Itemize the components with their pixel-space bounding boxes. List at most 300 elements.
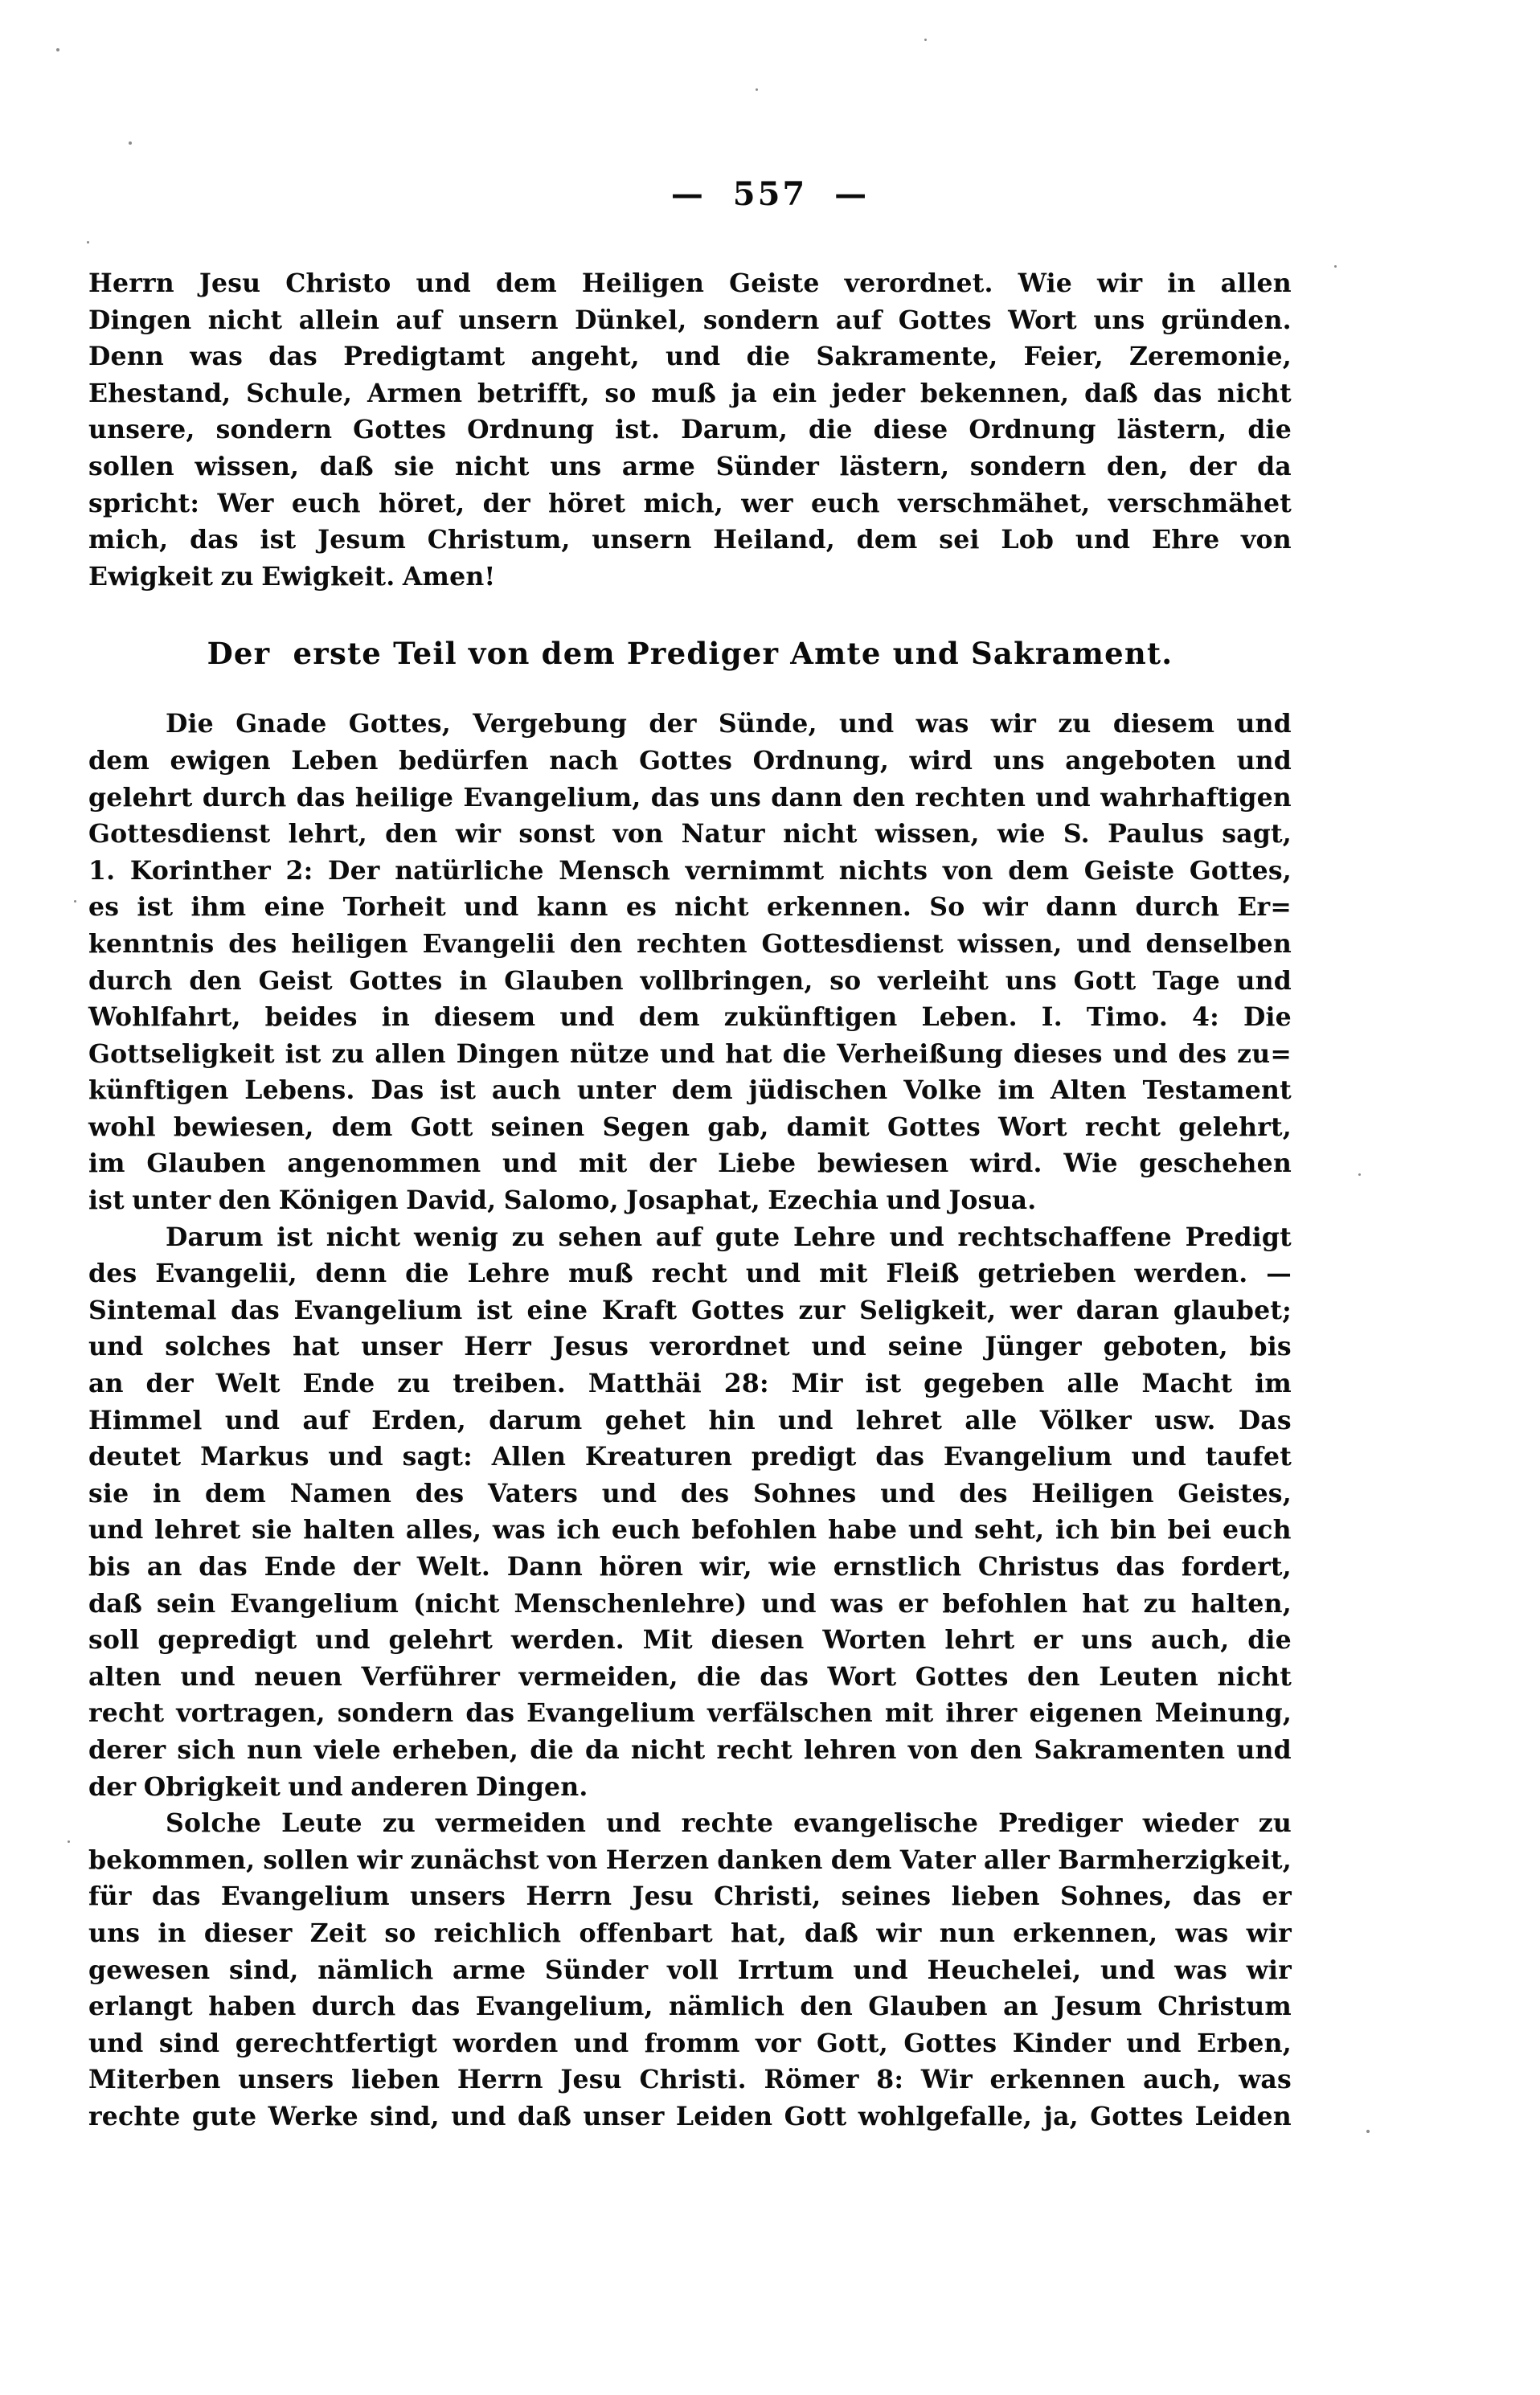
word: fromm — [644, 2028, 740, 2058]
text-line — [88, 1695, 1292, 1732]
word: Wir — [920, 2065, 973, 2095]
word: Ende — [264, 1552, 337, 1582]
word: wissen, — [874, 819, 980, 850]
word: sondern — [215, 415, 333, 445]
word: nicht — [1217, 1661, 1292, 1692]
word: des — [88, 1259, 137, 1289]
word: nicht — [207, 305, 283, 335]
text-line — [88, 1512, 1292, 1549]
text-line — [88, 1732, 1292, 1769]
word: den — [189, 965, 242, 996]
word: sagt, — [1222, 819, 1292, 850]
word: uns — [1081, 1625, 1133, 1656]
text-line — [88, 1255, 1292, 1292]
word: gute — [191, 2101, 257, 2131]
scan-speckle — [756, 88, 758, 91]
word: halten — [303, 1515, 395, 1545]
word: Sünde, — [718, 709, 817, 739]
word: angeht, — [530, 342, 640, 372]
word: Ewigkeit. — [261, 561, 395, 592]
word: zu= — [1237, 1038, 1292, 1069]
word: treiben. — [453, 1369, 566, 1399]
word: aller — [984, 1844, 1051, 1875]
word: lästern, — [839, 451, 950, 481]
word: Jünger — [985, 1332, 1082, 1362]
word: Darum — [166, 1222, 264, 1252]
word: Glauben — [868, 1992, 988, 2022]
word: unsern — [592, 525, 692, 555]
text-line — [88, 411, 1292, 448]
word: und — [886, 1185, 941, 1216]
word: Denn — [88, 342, 164, 372]
word: das — [650, 782, 700, 813]
word: nämlich — [317, 1955, 434, 1985]
word: Jesu — [632, 1881, 694, 1912]
section-heading — [88, 633, 1292, 673]
text-line — [88, 1402, 1292, 1439]
word: dem — [88, 745, 149, 776]
word: Paulus — [1108, 819, 1205, 850]
word: Mensch — [559, 855, 671, 886]
word: den — [385, 819, 438, 850]
word: Heiligen — [1031, 1478, 1154, 1509]
word: des — [415, 1478, 465, 1509]
word: beides — [264, 1002, 358, 1033]
word: und — [502, 1148, 558, 1179]
text-line — [88, 1072, 1292, 1109]
word: den — [569, 928, 623, 959]
word: ist — [88, 1185, 125, 1216]
word: Ende — [302, 1369, 375, 1399]
word: ja — [731, 378, 758, 408]
word: daß — [1084, 378, 1139, 408]
word: verordnet — [649, 1332, 790, 1362]
word: vernimmt — [685, 855, 825, 886]
word: das — [760, 1661, 809, 1692]
word: Himmel — [88, 1405, 203, 1435]
word: ernstlich — [833, 1552, 962, 1582]
word: das — [1153, 378, 1202, 408]
word: diese — [873, 415, 948, 445]
word: und — [838, 709, 895, 739]
word: wir — [990, 709, 1037, 739]
word: des — [959, 1478, 1008, 1509]
word: und — [853, 1955, 908, 1985]
word: Worten — [822, 1625, 927, 1656]
word: hat — [1082, 1588, 1129, 1619]
word: 8: — [876, 2065, 904, 2095]
word: Wort — [998, 1112, 1067, 1142]
word: gründen. — [1161, 305, 1292, 335]
word: höret — [548, 488, 626, 518]
word: den — [800, 1992, 853, 2022]
word: Jesus — [552, 1332, 629, 1362]
word: Leben — [291, 745, 379, 776]
word: die — [746, 342, 791, 372]
word: unser — [361, 1332, 443, 1362]
paragraph-solche-leute — [88, 1805, 1292, 2135]
word: auf — [302, 1405, 349, 1435]
word: Evangelium, — [475, 1992, 653, 2022]
word: Vater — [899, 1844, 976, 1875]
word: Der — [328, 855, 380, 886]
text-line — [88, 816, 1292, 853]
word: und — [908, 1515, 964, 1545]
word: Irrtum — [737, 1955, 834, 1985]
word: er — [1261, 1881, 1292, 1912]
word: I. — [1041, 1002, 1063, 1033]
word: voll — [667, 1955, 719, 1985]
word: verschmähet, — [898, 488, 1091, 518]
word: gepredigt — [158, 1625, 297, 1656]
word: wissen, — [957, 928, 1063, 959]
text-line — [88, 1292, 1292, 1329]
word: so — [829, 965, 862, 996]
word: und — [1131, 1442, 1186, 1472]
word: worden — [453, 2028, 559, 2058]
word: heilige — [354, 782, 454, 813]
word: arme — [621, 451, 696, 481]
word: des — [1178, 1038, 1227, 1069]
text-line — [88, 999, 1292, 1036]
word: muß — [651, 378, 717, 408]
text-line — [88, 1878, 1292, 1915]
word: und — [601, 1478, 657, 1509]
word: habe — [828, 1515, 898, 1545]
word: Werke — [268, 2101, 358, 2131]
word: dem — [331, 1112, 393, 1142]
word: das — [190, 525, 239, 555]
word: erlangt — [88, 1992, 193, 2022]
word: Predigt — [1185, 1222, 1292, 1252]
word: an — [88, 1369, 124, 1399]
word: Gottseligkeit — [88, 1038, 275, 1069]
word: Sohnes — [752, 1478, 857, 1509]
word: er — [1033, 1625, 1063, 1656]
word: David, — [406, 1185, 497, 1216]
word: der — [88, 1771, 137, 1802]
word: bekennen, — [919, 378, 1070, 408]
word: wir — [1097, 268, 1143, 298]
word: damit — [786, 1112, 870, 1142]
word: sagt: — [402, 1442, 473, 1472]
word: sehen — [558, 1222, 643, 1252]
word: Herzen — [605, 1844, 710, 1875]
word: mit — [579, 1148, 628, 1179]
word: Erben, — [1197, 2028, 1292, 2058]
text-line — [88, 338, 1292, 375]
word: Liebe — [718, 1148, 797, 1179]
word: nun — [939, 1918, 996, 1948]
word: verleiht — [878, 965, 989, 996]
word: Gottes, — [1189, 855, 1292, 886]
word: sollen — [88, 451, 174, 481]
text-line — [88, 2098, 1292, 2135]
word: vollbringen, — [640, 965, 813, 996]
word: sei — [939, 525, 980, 555]
word: und — [88, 2028, 144, 2058]
word: und — [1126, 2028, 1182, 2058]
word: Verführer — [361, 1661, 501, 1692]
word: Zeit — [309, 1918, 367, 1948]
word: mit — [884, 1698, 934, 1729]
word: ist — [440, 1075, 477, 1106]
word: wir — [357, 1844, 403, 1875]
word: Glauben — [146, 1148, 266, 1179]
word: und — [1236, 965, 1292, 996]
word: eigenen — [1029, 1698, 1143, 1729]
word: und — [1236, 1734, 1292, 1765]
word: ist. — [615, 415, 661, 445]
word: lieben — [951, 1881, 1040, 1912]
word: Solche — [166, 1808, 262, 1839]
text-line — [88, 1036, 1292, 1073]
word: bei — [1167, 1515, 1212, 1545]
word: was — [492, 1515, 546, 1545]
word: von — [547, 1844, 598, 1875]
word: in — [153, 1478, 182, 1509]
word: Lehre — [467, 1259, 551, 1289]
word: Korinther — [129, 855, 271, 886]
word: Heiland, — [713, 525, 835, 555]
word: Gottes — [887, 1112, 981, 1142]
word: von — [907, 1734, 959, 1765]
word: der — [145, 1369, 194, 1399]
word: sie — [88, 1478, 129, 1509]
word: allen — [1220, 268, 1292, 298]
word: Ordnung — [969, 415, 1096, 445]
word: zu — [382, 1808, 416, 1839]
word: halten, — [1190, 1588, 1292, 1619]
word: rechte — [88, 2101, 181, 2131]
word: Jesu — [199, 268, 261, 298]
word: Königen — [278, 1185, 399, 1216]
word: zu — [220, 561, 254, 592]
word: erkennen — [989, 2065, 1126, 2095]
word: die — [405, 1259, 449, 1289]
word: und — [1076, 928, 1132, 959]
word: das — [465, 1698, 515, 1729]
word: wieder — [1142, 1808, 1239, 1839]
word: die — [697, 1661, 741, 1692]
word: wie — [997, 819, 1046, 850]
word: nach — [549, 745, 619, 776]
word: sind — [158, 2028, 220, 2058]
word: der — [352, 1552, 401, 1582]
word: Geist — [258, 965, 333, 996]
word: gelehrt — [88, 782, 193, 813]
word: Leute — [281, 1808, 362, 1839]
word: Gottes — [639, 745, 733, 776]
word: euch — [810, 488, 880, 518]
word: alles, — [405, 1515, 482, 1545]
text-line — [88, 926, 1292, 963]
word: Sünder — [544, 1955, 649, 1985]
word: 4: — [1192, 1002, 1219, 1033]
word: in — [1167, 268, 1196, 298]
word: von — [612, 819, 664, 850]
word: Kraft — [601, 1295, 678, 1325]
word: das — [199, 1552, 248, 1582]
word: Miterben — [88, 2065, 221, 2095]
word: betrifft, — [477, 378, 590, 408]
word: getrieben — [977, 1259, 1116, 1289]
text-line — [88, 1915, 1292, 1952]
word: wahrhaftigen — [1100, 782, 1292, 813]
scan-speckle — [87, 241, 89, 244]
word: sind, — [229, 1955, 299, 1985]
word: und — [761, 1588, 817, 1619]
word: Josaphat, — [626, 1185, 760, 1216]
word: rechte — [681, 1808, 774, 1839]
word: bedürfen — [399, 745, 529, 776]
word: Meinung, — [1154, 1698, 1292, 1729]
word: ist — [137, 892, 174, 923]
word: Er= — [1237, 892, 1292, 923]
word: lehret — [154, 1515, 241, 1545]
word: Gottes — [1090, 2101, 1184, 2131]
word: ihrer — [945, 1698, 1018, 1729]
word: auch, — [1151, 1625, 1230, 1656]
word: lehret — [855, 1405, 943, 1435]
word: verschmähet — [1108, 488, 1292, 518]
section-heading-text: Der erste Teil von dem Prediger Amte und Sakrament. — [207, 636, 1173, 672]
word: zu — [1258, 1808, 1292, 1839]
word: unsers — [410, 1881, 506, 1912]
word: Gottesdienst — [761, 928, 944, 959]
word: lästern, — [1116, 415, 1227, 445]
word: nicht — [455, 451, 530, 481]
word: evangelische — [793, 1808, 979, 1839]
word: geboten, — [1103, 1332, 1228, 1362]
word: Gnade — [236, 709, 327, 739]
word: was — [1239, 2065, 1292, 2095]
word: Leiden — [675, 2101, 773, 2131]
word: Obrigkeit — [143, 1771, 281, 1802]
word: Völker — [1039, 1405, 1132, 1435]
word: und — [573, 2028, 629, 2058]
word: Testament — [1142, 1075, 1292, 1106]
word: und — [889, 1222, 944, 1252]
word: Gottes — [690, 1295, 784, 1325]
paragraph-continued-top — [88, 265, 1292, 595]
word: nichts — [838, 855, 928, 886]
word: gelehrt, — [1178, 1112, 1292, 1142]
word: auf — [395, 305, 443, 335]
text-line — [88, 522, 1292, 559]
word: Gottes — [903, 2028, 997, 2058]
word: die — [530, 1734, 574, 1765]
word: rechten — [915, 782, 1026, 813]
word: Herrn — [457, 2065, 543, 2095]
word: Glauben — [504, 965, 624, 996]
text-line — [88, 1586, 1292, 1623]
word: uns — [993, 745, 1045, 776]
word: deutet — [88, 1442, 182, 1472]
word: bewiesen, — [173, 1112, 314, 1142]
word: euch — [611, 1515, 681, 1545]
word: Wohlfahrt, — [88, 1002, 241, 1033]
word: Lebens. — [244, 1075, 355, 1106]
word: wird — [909, 745, 973, 776]
word: reichlich — [433, 1918, 562, 1948]
word: es — [625, 892, 657, 923]
word: hat, — [731, 1918, 787, 1948]
word: erkennen, — [1013, 1918, 1158, 1948]
body-text-block — [88, 265, 1292, 2135]
word: und — [559, 1002, 615, 1033]
word: wir — [1246, 1955, 1292, 1985]
word: Geistes, — [1178, 1478, 1292, 1509]
word: und — [328, 1442, 383, 1472]
word: von — [1241, 525, 1292, 555]
word: taufet — [1205, 1442, 1292, 1472]
word: 2: — [285, 855, 313, 886]
text-line — [88, 448, 1292, 485]
word: werden. — [1134, 1259, 1248, 1289]
word: gewesen — [88, 1955, 211, 1985]
text-line — [88, 375, 1292, 412]
word: das — [296, 782, 346, 813]
word: Leben. — [921, 1002, 1018, 1033]
word: und — [778, 1405, 833, 1435]
word: bewiesen — [817, 1148, 949, 1179]
word: (nicht — [413, 1588, 500, 1619]
word: geschehen — [1139, 1148, 1292, 1179]
text-line — [88, 1109, 1292, 1146]
word: Römer — [764, 2065, 859, 2095]
word: Dingen — [88, 305, 192, 335]
word: ist — [476, 1295, 513, 1325]
word: unter — [576, 1075, 656, 1106]
word: angenommen — [287, 1148, 481, 1179]
word: offenbart — [579, 1918, 713, 1948]
word: seht, — [974, 1515, 1045, 1545]
word: daran — [1075, 1295, 1160, 1325]
word: die — [809, 415, 853, 445]
word: Feier, — [1023, 342, 1104, 372]
word: Ordnung, — [752, 745, 889, 776]
word: das — [1116, 1552, 1165, 1582]
word: unser — [583, 2101, 665, 2131]
word: nun — [247, 1734, 303, 1765]
word: des — [680, 1478, 730, 1509]
word: Macht — [1141, 1369, 1233, 1399]
word: und — [180, 1661, 236, 1692]
word: daß — [88, 1588, 142, 1619]
word: ein — [772, 378, 817, 408]
word: Geiste — [1083, 855, 1175, 886]
word: dieser — [203, 1918, 293, 1948]
word: er — [898, 1588, 928, 1619]
word: und — [880, 1478, 936, 1509]
word: und — [660, 1038, 715, 1069]
word: gelehrt — [388, 1625, 494, 1656]
word: Torheit — [342, 892, 446, 923]
word: fordert, — [1181, 1552, 1292, 1582]
word: gute — [715, 1222, 780, 1252]
scan-speckle — [56, 48, 59, 51]
word: den — [1027, 1661, 1080, 1692]
word: anderen — [350, 1771, 469, 1802]
text-line — [88, 706, 1292, 743]
word: Alten — [1050, 1075, 1127, 1106]
word: sondern — [337, 1698, 454, 1729]
text-line — [88, 963, 1292, 1000]
word: Herrn — [526, 1881, 612, 1912]
word: Evangelium — [293, 1295, 463, 1325]
word: nämlich — [669, 1992, 785, 2022]
